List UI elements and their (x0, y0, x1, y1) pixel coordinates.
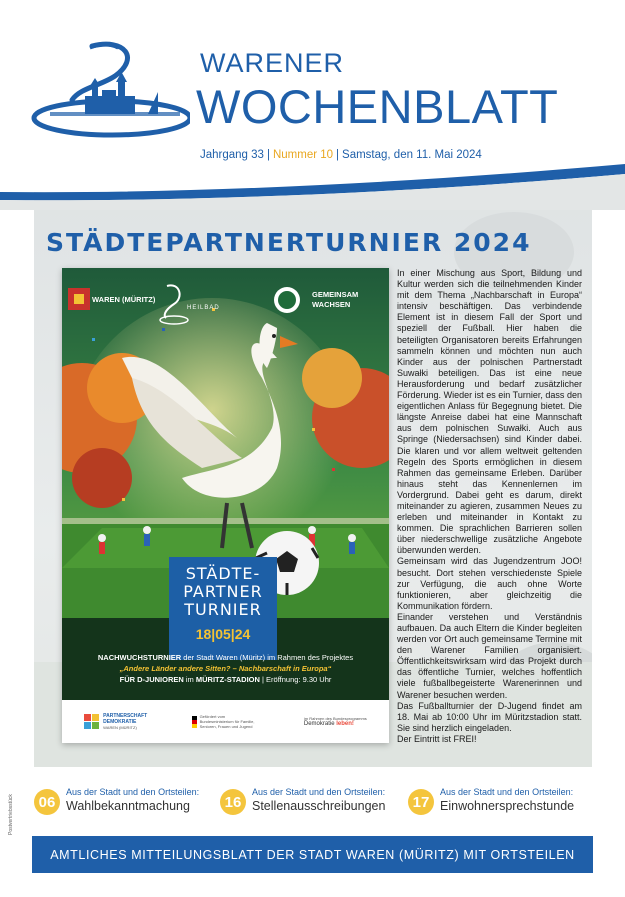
poster-box-line2: PARTNER (183, 582, 263, 601)
issue-date: Samstag, den 11. Mai 2024 (342, 149, 482, 161)
reference-title: Stellenausschreibungen (252, 799, 386, 813)
masthead-title-main: WOCHENBLATT (196, 80, 559, 133)
article-paragraph: Einander verstehen und Verständnis aufbauen. Da auch Eltern die Kinder begleiten werden vor Ort auch gemeinsame Termine mit den Warener Familien organisiert. Öffentlichkeitswirksam wird das Projekt durch das öffentliche Turnier, welches hoffentlich viele fußballbegeisterte Warenerinnen und Warener besuchen werden. (397, 611, 582, 700)
poster-line3-mid: im (183, 675, 196, 684)
poster-box-line3: TURNIER (184, 600, 262, 619)
reference-title: Einwohnersprechstunde (440, 799, 575, 813)
poster-ministry: Bundesministerium für Familie, Senioren, Frauen und Jugend (199, 719, 255, 729)
german-flag-icon (192, 716, 197, 728)
poster-info-text (62, 652, 389, 685)
side-label: Postvertriebsstück (8, 794, 14, 835)
issue-number: Nummer 10 (272, 149, 334, 161)
poster-line3-bold: FÜR D-JUNIOREN (119, 675, 184, 684)
poster-line1-rest: der Stadt Waren (Müritz) im Rahmen des Projektes (181, 653, 354, 662)
poster-box-line1: STÄDTE- (185, 564, 261, 583)
poster-line3-rest: | Eröffnung: 9.30 Uhr (259, 675, 332, 684)
article-paragraph: Der Eintritt ist FREI! (397, 733, 477, 744)
reference-section: Aus der Stadt und den Ortsteilen: (66, 787, 200, 797)
poster-partner-logo-text (312, 290, 358, 310)
headline: STÄDTEPARTNERTURNIER 2024 (46, 228, 532, 257)
poster-program (304, 716, 367, 727)
page-number-badge: 17 (408, 789, 434, 815)
poster-partnership-2: DEMOKRATIE (103, 719, 137, 725)
poster-partnership-logo (84, 713, 147, 730)
footer-banner: AMTLICHES MITTEILUNGSBLATT DER STADT WAREN (MÜRITZ) MIT ORTSTEILEN (32, 836, 593, 873)
separator: | (266, 149, 270, 161)
poster-partner-line1: GEMEINSAM (312, 290, 359, 299)
poster-partnership-1: PARTNERSCHAFT (103, 713, 148, 719)
page-reference[interactable] (220, 786, 385, 826)
page-reference[interactable] (408, 786, 574, 826)
poster-dl-2: leben! (336, 721, 354, 727)
reference-section: Aus der Stadt und den Ortsteilen: (440, 787, 574, 797)
article-paragraph: Gemeinsam wird das Jugendzentrum JOO! besucht. Dort stehen verschiedenste Spiele zur Verfügung, die auch ohne Worte funktionieren, aber gleichzeitig die Kommunikation fördern. (397, 556, 582, 611)
event-poster (62, 268, 389, 743)
volume: Jahrgang 33 (200, 149, 264, 161)
poster-sponsor-footer (62, 700, 389, 743)
poster-line3-bold2: MÜRITZ-STADION (195, 675, 260, 684)
poster-partnership-3: WAREN (MÜRITZ) (103, 725, 137, 730)
poster-line2: „Andere Länder andere Sitten? – Nachbarschaft in Europa“ (119, 664, 332, 673)
swan-town-logo-icon (30, 38, 190, 138)
masthead-title-top: WARENER (200, 48, 345, 78)
article-paragraph: Das Fußballturnier der D-Jugend findet am 18. Mai ab 10:00 Uhr im Müritzstadion statt. Sie sind herzlich eingeladen. (397, 700, 582, 733)
masthead-wave-divider (0, 160, 625, 210)
page-references (0, 786, 625, 826)
poster-demokratie-leben (304, 721, 367, 727)
poster-town-name: WAREN (MÜRITZ) (92, 295, 156, 304)
reference-section: Aus der Stadt und den Ortsteilen: (252, 787, 386, 797)
article-body (397, 268, 582, 745)
poster-dl-1: Demokratie (303, 721, 335, 727)
poster-funded-by: Gefördert vom (199, 714, 226, 719)
page-number-badge: 06 (34, 789, 60, 815)
page-reference[interactable] (34, 786, 199, 826)
poster-heilbad: HEILBAD (187, 305, 220, 311)
poster-title-box (169, 557, 277, 660)
poster-line1-bold: NACHWUCHSTURNIER (97, 653, 182, 662)
page-number-badge: 16 (220, 789, 246, 815)
poster-box-date: 18|05|24 (195, 626, 251, 642)
reference-title: Wahlbekanntmachung (66, 799, 190, 813)
separator: | (336, 149, 340, 161)
poster-ministry-logo (192, 714, 260, 729)
puzzle-icon (84, 714, 100, 730)
poster-partner-line2: WACHSEN (312, 300, 351, 309)
article-paragraph: In einer Mischung aus Sport, Bildung und Kultur werden sich die teilnehmenden Kinder mit dem Thema „Nachbarschaft in Europa“ intensiv beschäftigen. Das verbindende Element ist in diesem Fall der Sport und speziell der Fußball. Hier haben die beteiligten Organisatoren bereits Erfahrungen sammeln können und möchten nun auch Kinder aus der polnischen Partnerstadt Suwałki beteiligen. Das ist eine neue Herausforderung und bedarf zusätzlicher Förderung. Wieder ist es ein Turnier, dass den eigentlichen Anlass für Begegnung bietet. Die längste Anreise dabei hat eine Mannschaft aus dem polnischen Suwałki. Auch aus Springe (Niedersachsen) sind Kinder dabei. Die klaren und vor allem weltweit geltenden Regeln des Sports ermöglichen in diesem Rahmen das gemeinsame Erleben. Darüber hinaus steht das Kennenlernen im Vordergrund. Dabei geht es darum, direkt miteinander zu agieren, zusammen Neues zu erleben und miteinander in Kontakt zu kommen. Die sprachlichen Barrieren sollen über niederschwellige zusätzliche Angebote überwunden werden. (397, 268, 582, 556)
poster-program-label: im Rahmen des Bundesprogramms (303, 716, 367, 721)
